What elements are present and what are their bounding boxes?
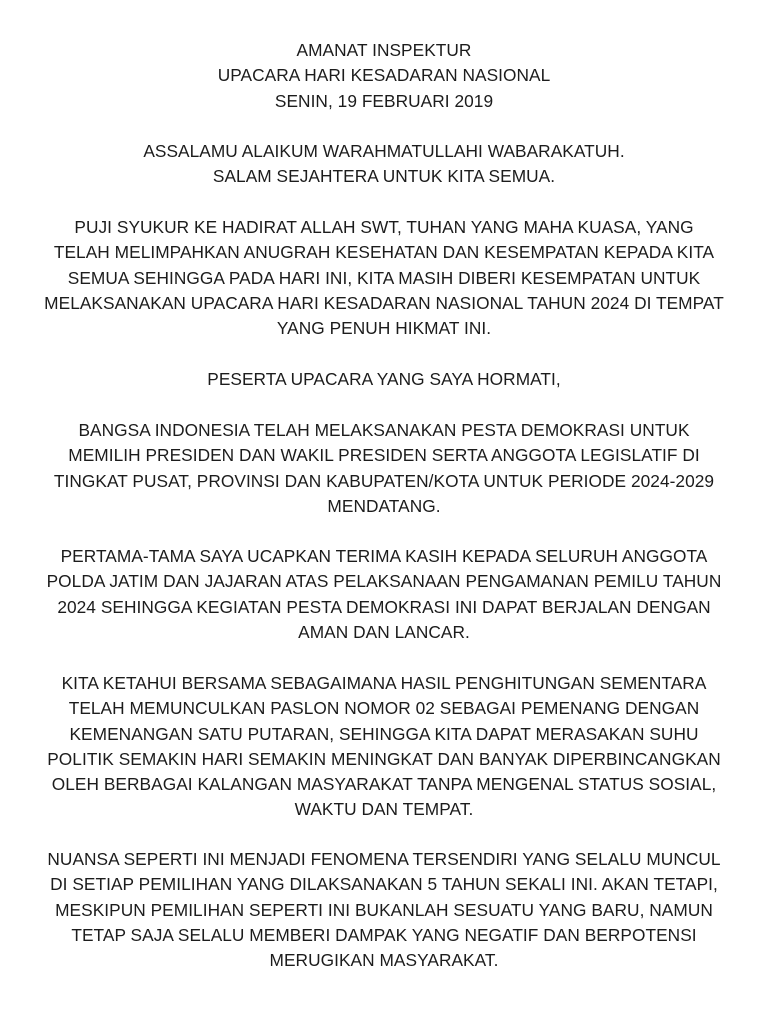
greeting-line: SALAM SEJAHTERA UNTUK KITA SEMUA. <box>212 166 556 187</box>
greeting <box>20 139 748 190</box>
header-event: UPACARA HARI KESADARAN NASIONAL <box>217 65 551 86</box>
paragraph-phenomenon <box>20 847 748 973</box>
paragraph-results <box>20 671 748 823</box>
paragraph-line: MEMILIH PRESIDEN DAN WAKIL PRESIDEN SERTA ANGGOTA LEGISLATIF DI <box>68 445 700 466</box>
paragraph-line: TELAH MELIMPAHKAN ANUGRAH KESEHATAN DAN KESEMPATAN KEPADA KITA <box>53 242 715 263</box>
paragraph-line: YANG PENUH HIKMAT INI. <box>276 318 492 339</box>
paragraph-line: POLDA JATIM DAN JAJARAN ATAS PELAKSANAAN PENGAMANAN PEMILU TAHUN <box>46 571 722 592</box>
paragraph-line: MERUGIKAN MASYARAKAT. <box>269 950 499 971</box>
salutation-line: PESERTA UPACARA YANG SAYA HORMATI, <box>207 369 561 389</box>
paragraph-line: TETAP SAJA SELALU MEMBERI DAMPAK YANG NEGATIF DAN BERPOTENSI <box>71 924 697 945</box>
header-title: AMANAT INSPEKTUR <box>296 40 472 60</box>
greeting-line: ASSALAMU ALAIKUM WARAHMATULLAHI WABARAKATUH. <box>143 141 625 161</box>
paragraph-line: KITA KETAHUI BERSAMA SEBAGAIMANA HASIL PENGHITUNGAN SEMENTARA <box>61 673 707 693</box>
paragraph-line: BANGSA INDONESIA TELAH MELAKSANAKAN PESTA DEMOKRASI UNTUK <box>78 420 690 440</box>
paragraph-line: POLITIK SEMAKIN HARI SEMAKIN MENINGKAT DAN BANYAK DIPERBINCANGKAN <box>47 748 721 769</box>
paragraph-line: SEMUA SEHINGGA PADA HARI INI, KITA MASIH DIBERI KESEMPATAN UNTUK <box>67 267 701 288</box>
paragraph-line: DI SETIAP PEMILIHAN YANG DILAKSANAKAN 5 TAHUN SEKALI INI. AKAN TETAPI, <box>50 874 718 895</box>
paragraph-line: PERTAMA-TAMA SAYA UCAPKAN TERIMA KASIH KEPADA SELURUH ANGGOTA <box>60 546 708 566</box>
paragraph-line: MENDATANG. <box>327 495 441 516</box>
header-date: SENIN, 19 FEBRUARI 2019 <box>274 90 494 111</box>
paragraph-line: TELAH MEMUNCULKAN PASLON NOMOR 02 SEBAGAI PEMENANG DENGAN <box>68 698 700 719</box>
paragraph-line: AMAN DAN LANCAR. <box>298 621 470 642</box>
paragraph-gratitude <box>20 544 748 645</box>
paragraph-line: MELAKSANAKAN UPACARA HARI KESADARAN NASIONAL TAHUN 2024 DI TEMPAT <box>44 292 724 313</box>
salutation <box>20 367 748 392</box>
paragraph-line: WAKTU DAN TEMPAT. <box>294 799 474 820</box>
paragraph-line: TINGKAT PUSAT, PROVINSI DAN KABUPATEN/KOTA UNTUK PERIODE 2024-2029 <box>53 470 715 491</box>
document-header <box>20 38 748 114</box>
paragraph-line: KEMENANGAN SATU PUTARAN, SEHINGGA KITA DAPAT MERASAKAN SUHU <box>69 723 699 744</box>
paragraph-line: PUJI SYUKUR KE HADIRAT ALLAH SWT, TUHAN YANG MAHA KUASA, YANG <box>74 217 694 237</box>
paragraph-line: 2024 SEHINGGA KEGIATAN PESTA DEMOKRASI INI DAPAT BERJALAN DENGAN <box>57 596 711 617</box>
paragraph-line: OLEH BERBAGAI KALANGAN MASYARAKAT TANPA MENGENAL STATUS SOSIAL, <box>51 774 717 795</box>
paragraph-line: MESKIPUN PEMILIHAN SEPERTI INI BUKANLAH SESUATU YANG BARU, NAMUN <box>55 899 713 920</box>
paragraph-line: NUANSA SEPERTI INI MENJADI FENOMENA TERSENDIRI YANG SELALU MUNCUL <box>47 849 721 869</box>
paragraph-democracy <box>20 418 748 519</box>
paragraph-opening <box>20 215 748 341</box>
